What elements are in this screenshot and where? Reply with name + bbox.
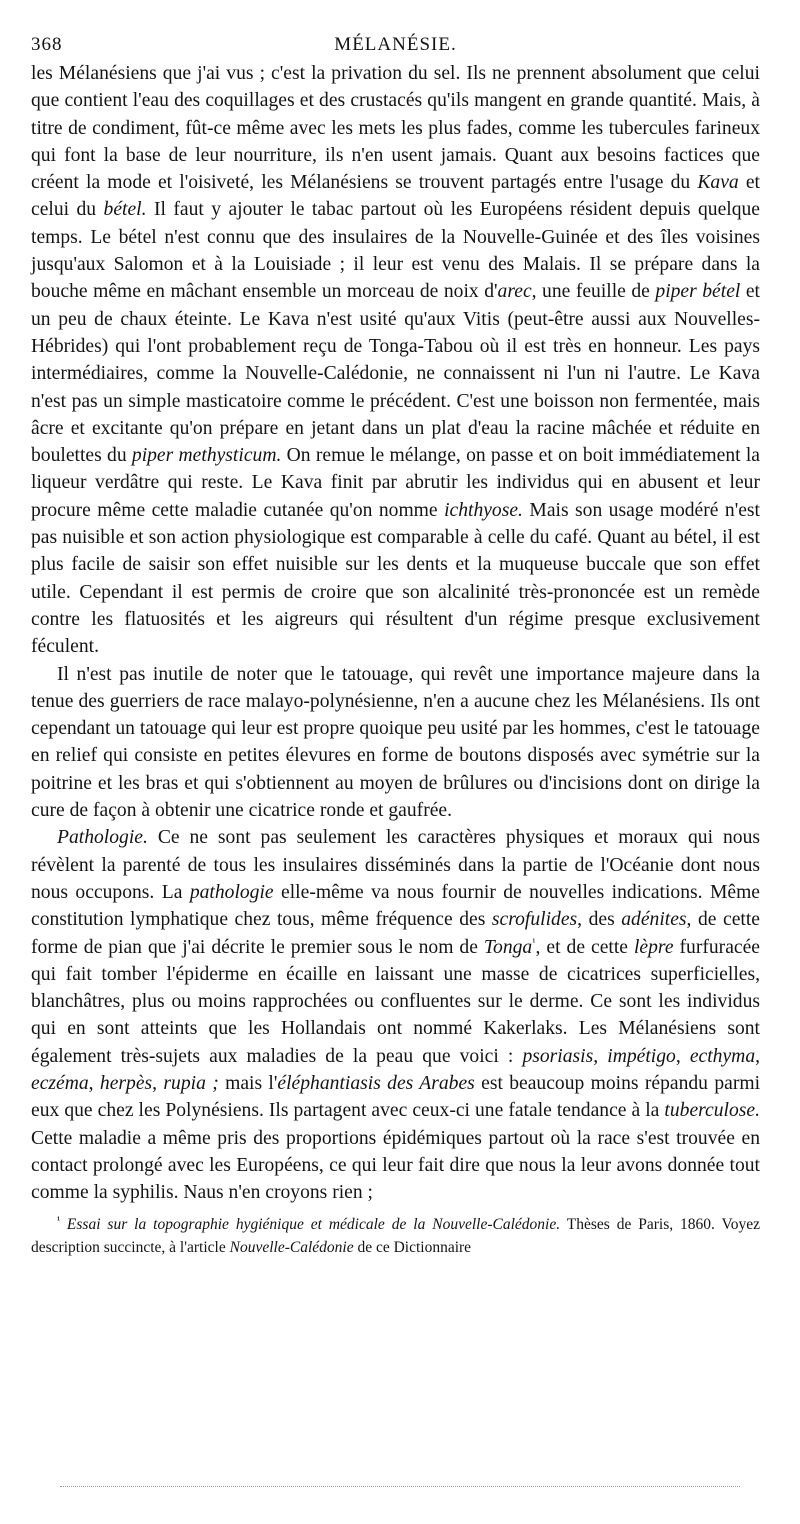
italic-term: impétigo [607,1045,676,1067]
italic-term: eczéma [31,1072,89,1094]
text-run: et celui du [31,172,760,221]
italic-term: Kava [697,172,739,194]
italic-term: piper methysticum. [131,445,282,467]
text-run: de ce Dictionnaire [353,1238,472,1256]
footnote-reference: ¹ [532,935,536,948]
italic-term: bétel. [103,199,147,221]
text-run: , [675,1045,690,1067]
italic-term: Nouvelle-Calédonie [229,1238,354,1256]
text-run: mais l' [218,1072,278,1094]
text-run: les Mélanésiens que j'ai vus ; c'est la privation du sel. Ils ne prennent absolument que celui que contient l'eau des coquillages et des crustacés qu'ils mangent en grande quantité. Mais, à titre de condiment, fût-ce même avec les mets les plus fades, comme les tubercules farineux qui font la base de leur nourriture, ils n'en usent jamais. Quant aux besoins factices que créent la mode et l'oisiveté, les Mélanésiens se trouvent partagés entre l'usage du [31,63,760,194]
text-run: , des [577,909,622,931]
text-run: , [593,1045,608,1067]
italic-term: arec [497,281,532,303]
italic-term: psoriasis [522,1045,594,1067]
italic-term: ecthyma [689,1045,756,1067]
italic-term: Pathologie. [57,827,148,849]
italic-term: éléphantiasis des Arabes [277,1072,475,1094]
page-number: 368 [31,34,63,55]
text-run: , de cette forme de pian que j'ai décrite le premier sous le nom de [31,909,760,958]
italic-term: herpès [99,1072,153,1094]
body-text [31,60,760,1206]
text-run: Thèses de Paris, 1860. Voyez description succincte, à l'article [31,1216,761,1256]
text-run: Il faut y ajouter le tabac partout où les Européens résident depuis quelque temps. Le bétel n'est connu que des insulaires de la Nouvelle-Guinée et des îles voisines jusqu'aux Salomon et à la Louisiade ; il leur est venu des Malais. Il se prépare dans la bouche même en mâchant ensemble un morceau de noix d' [31,199,761,303]
paragraph-salt-kava-betel [31,60,760,661]
running-title: MÉLANÉSIE. [334,34,457,55]
footnote [31,1210,760,1258]
italic-term: tuberculose. [664,1100,760,1122]
bottom-divider [60,1486,740,1487]
paragraph-tattooing [31,661,760,825]
paragraph-pathology [31,824,760,1206]
italic-term: Essai sur la topographie hygiénique et médicale de la Nouvelle-Calédonie. [66,1216,561,1234]
italic-term: scrofulides [491,909,578,931]
text-run: furfuracée qui fait tomber l'épiderme en écaille en laissant une masse de cicatrices superficielles, blanchâtres, plus ou moins rapprochées ou confluentes sur le derme. Ce sont les individus qui en sont atteints que les Hollandais ont nommé Kakerlaks. Les Mélanésiens sont également très-sujets aux maladies de la peau que voici : [31,936,760,1067]
text-run: Il n'est pas inutile de noter que le tatouage, qui revêt une importance majeure dans la tenue des guerriers de race malayo-polynésienne, n'en a aucune chez les Mélanésiens. Ils ont cependant un tatouage qui leur est propre quoique peu usité par les hommes, c'est le tatouage en relief qui consiste en petites élevures en forme de boutons disposés avec symétrie sur la poitrine et les bras et qui s'obtiennent au moyen de brûlures ou d'incisions dont on dirige la cure de façon à obtenir une cicatrice ronde et gaufrée. [31,663,760,822]
text-run: elle-même va nous fournir de nouvelles indications. Même constitution lymphatique chez tous, même fréquence des [31,881,761,931]
italic-term: adénites [621,909,687,931]
italic-term: lèpre [633,936,674,958]
italic-term: ichthyose. [444,499,523,521]
running-header [31,30,760,60]
text-run: On remue le mélange, on passe et on boit immédiatement la liqueur verdâtre qui reste. Le Kava finit par abrutir les individus qui en abusent et leur procure même cette maladie cutanée qu'on nomme [31,445,760,521]
text-run: , une feuille de [531,281,656,303]
text-run: Mais son usage modéré n'est pas nuisible et son action physiologique est comparable à celle du café. Quant au bétel, il est plus facile de saisir son effet nuisible sur les dents et la muqueuse buccale que son effet utile. Cependant il est permis de croire que son alcalinité très-prononcée est un remède contre les flatuosités et les aigreurs qui résultent d'un régime presque exclusivement féculent. [31,499,761,658]
text-run: , [152,1072,164,1094]
footnote-marker: ¹ [57,1215,60,1227]
text-run: Ce ne sont pas seulement les caractères physiques et moraux qui nous révèlent la parenté de tous les insulaires disséminés dans la partie de l'Océanie dont nous nous occupons. La [31,827,760,903]
text-run: , [755,1045,761,1067]
text-run: est beaucoup moins répandu parmi eux que chez les Polynésiens. Ils partagent avec ceux-ci une fatale tendance à la [31,1072,761,1122]
italic-term: pathologie [189,881,274,903]
text-run: , et de cette [535,936,634,958]
text-run: , [88,1072,100,1094]
italic-term: piper bétel [655,281,741,303]
italic-term: rupia ; [163,1072,219,1094]
text-run: et un peu de chaux éteinte. Le Kava n'est usité qu'aux Vitis (peut-être aussi aux Nouvelles-Hébrides) qui l'ont probablement reçu de Tonga-Tabou où il est très en honneur. Les pays intermédiaires, comme la Nouvelle-Calédonie, ne connaissent ni l'un ni l'autre. Le Kava n'est pas un simple masticatoire comme le précédent. C'est une boisson non fermentée, mais âcre et excitante qu'on prépare en jetant dans un plat d'eau la racine mâchée et réduite en boulettes du [31,281,760,467]
italic-term: Tonga [483,936,533,958]
text-run: Cette maladie a même pris des proportions épidémiques partout où la race s'est trouvée en contact prolongé avec les Européens, ce qui leur fait dire que nous la leur avons donnée tout comme la syphilis. Naus n'en croyons rien ; [31,1127,760,1204]
